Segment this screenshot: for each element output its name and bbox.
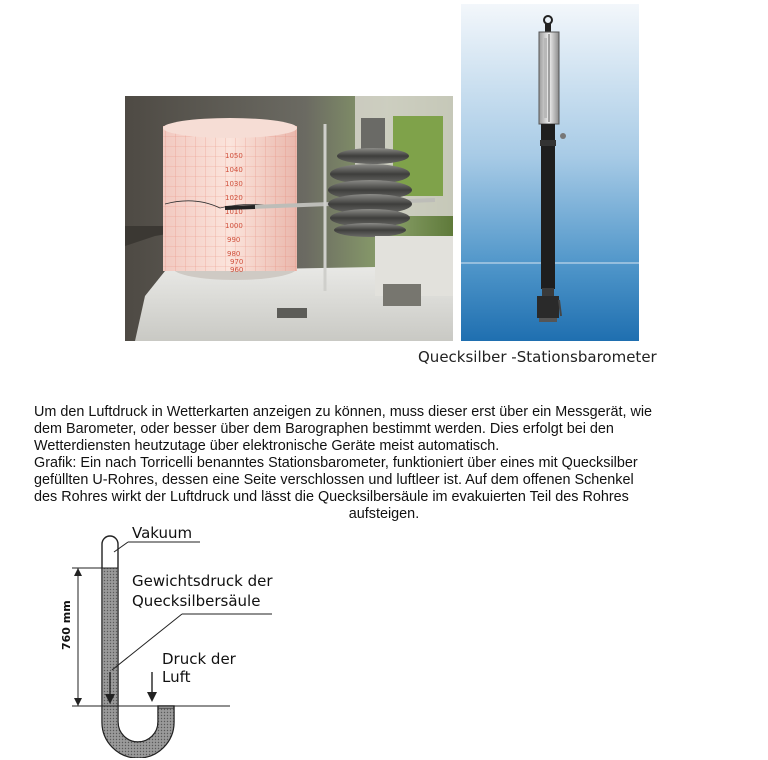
svg-text:1030: 1030 — [225, 180, 243, 188]
station-barometer-photo — [461, 4, 639, 341]
barograph-photo — [125, 96, 453, 341]
explanation-paragraph — [34, 404, 734, 523]
vakuum-callout — [114, 524, 200, 552]
height-dimension — [60, 568, 82, 706]
paragraph-line: Wetterdiensten heutzutage über elektronische Geräte meist automatisch. — [34, 438, 500, 454]
barograph-illustration — [125, 96, 453, 341]
station-barometer-illustration — [461, 4, 639, 341]
paragraph-line: Um den Luftdruck in Wetterkarten anzeigen zu können, muss dieser erst über ein Messgerät, wie — [34, 404, 653, 420]
svg-text:Luft: Luft — [162, 668, 191, 686]
svg-text:Vakuum: Vakuum — [132, 524, 193, 542]
u-tube-diagram — [40, 522, 300, 758]
svg-text:960: 960 — [230, 266, 244, 274]
svg-text:980: 980 — [227, 250, 241, 258]
svg-text:Druck der: Druck der — [162, 650, 236, 668]
svg-text:Gewichtsdruck der: Gewichtsdruck der — [132, 572, 273, 590]
svg-text:1000: 1000 — [225, 222, 243, 230]
u-tube — [102, 536, 174, 758]
paragraph-line: Grafik: Ein nach Torricelli benanntes Stationsbarometer, funktioniert über eines mit Quecksilber — [34, 455, 638, 471]
svg-text:1050: 1050 — [225, 152, 243, 160]
svg-text:1020: 1020 — [225, 194, 243, 202]
paragraph-line: gefüllten U-Rohres, dessen eine Seite verschlossen und luftleer ist. Auf dem offenen Schenkel — [34, 472, 634, 488]
svg-text:Quecksilbersäule: Quecksilbersäule — [132, 592, 261, 610]
paragraph-line: aufsteigen. — [348, 506, 420, 522]
photo-caption: Quecksilber -Stationsbarometer — [418, 348, 657, 366]
svg-text:1010: 1010 — [225, 208, 243, 216]
svg-text:760 mm: 760 mm — [60, 600, 73, 650]
svg-text:1040: 1040 — [225, 166, 243, 174]
paragraph-line: dem Barometer, oder besser über dem Barographen bestimmt werden. Dies erfolgt bei den — [34, 421, 614, 437]
paragraph-line: des Rohres wirkt der Luftdruck und lässt die Quecksilbersäule im evakuierten Teil des Rohres — [34, 489, 629, 505]
svg-text:970: 970 — [230, 258, 244, 266]
luftdruck-callout — [147, 650, 237, 702]
svg-text:990: 990 — [227, 236, 241, 244]
